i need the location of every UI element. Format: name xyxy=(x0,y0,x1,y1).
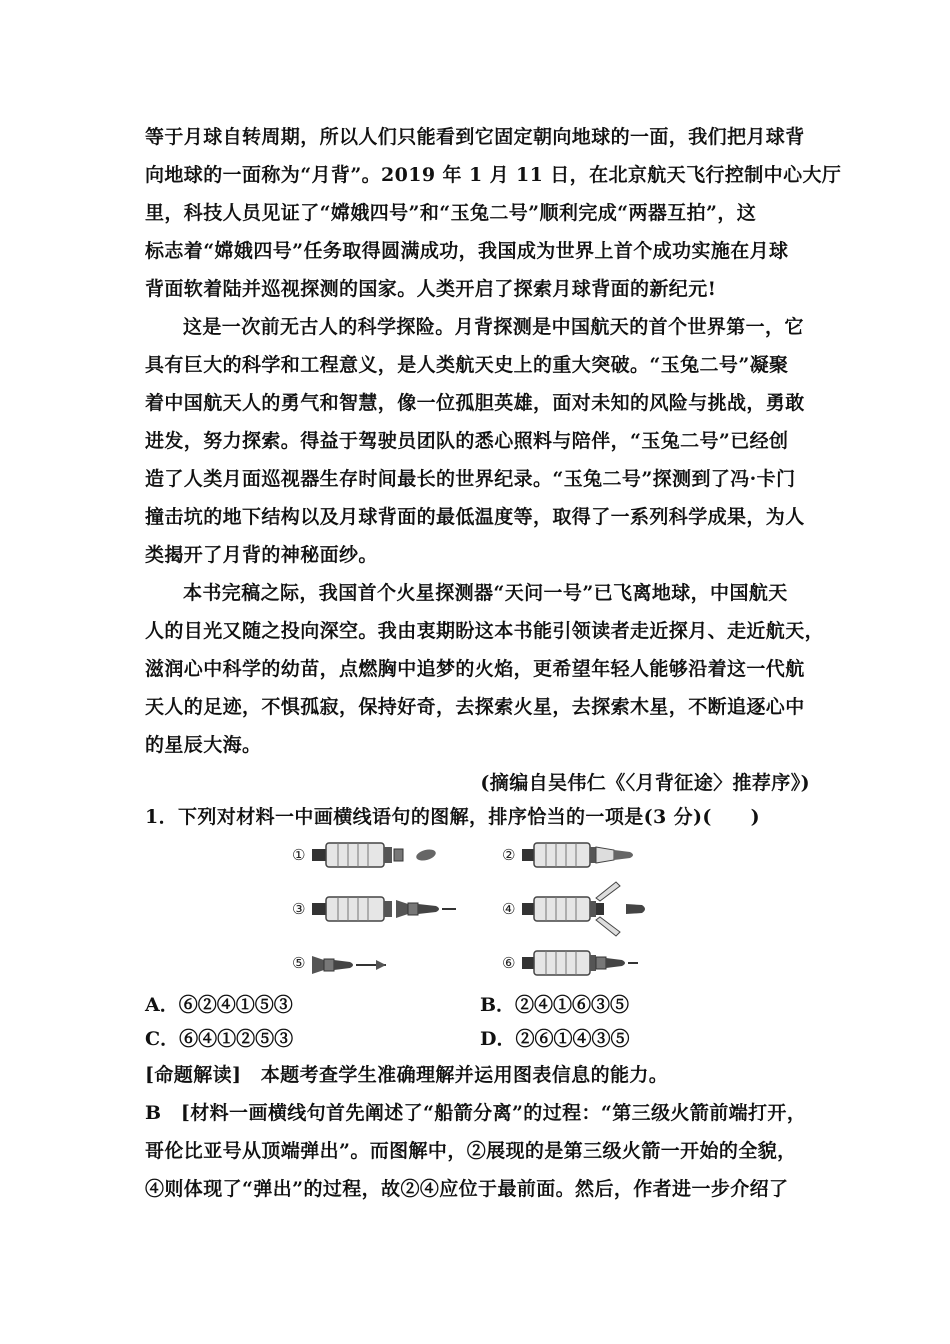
paragraph-1-line-5: 背面软着陆并巡视探测的国家。人类开启了探索月球背面的新纪元! xyxy=(145,278,717,300)
paragraph-1-line-4: 标志着“嫦娥四号”任务取得圆满成功，我国成为世界上首个成功实施在月球 xyxy=(145,240,789,262)
rocket-stage-4-figure xyxy=(522,882,645,936)
paragraph-2-line-2: 具有巨大的科学和工程意义，是人类航天史上的重大突破。“玉兔二号”凝聚 xyxy=(145,354,789,376)
option-b: B．②④①⑥③⑤ xyxy=(480,994,630,1016)
option-d: D．②⑥①④③⑤ xyxy=(480,1028,630,1050)
paragraph-3-line-5: 的星辰大海。 xyxy=(145,734,262,756)
figure-label-1: ① xyxy=(292,846,306,864)
paragraph-1-line-2: 向地球的一面称为“月背”。2019 年 1 月 11 日，在北京航天飞行控制中心大厅 xyxy=(145,164,842,186)
rocket-stage-3-figure xyxy=(312,897,456,921)
answer-line-1: B [材料一画横线句首先阐述了“船箭分离”的过程：“第三级火箭前端打开， xyxy=(145,1102,807,1124)
paragraph-3-line-2: 人的目光又随之投向深空。我由衷期盼这本书能引领读者走近探月、走近航天， xyxy=(145,620,825,642)
figure-label-6: ⑥ xyxy=(502,954,516,972)
answer-line-2: 哥伦比亚号从顶端弹出”。而图解中，②展现的是第三级火箭一开始的全貌， xyxy=(145,1140,797,1162)
paragraph-2-line-6: 撞击坑的地下结构以及月球背面的最低温度等，取得了一系列科学成果，为人 xyxy=(145,506,805,528)
option-a: A．⑥②④①⑤③ xyxy=(145,994,293,1016)
figure-label-5: ⑤ xyxy=(292,954,306,972)
analysis-heading: [命题解读] 本题考查学生准确理解并运用图表信息的能力。 xyxy=(145,1064,669,1086)
paragraph-1-line-3: 里，科技人员见证了“嫦娥四号”和“玉兔二号”顺利完成“两器互拍”，这 xyxy=(145,202,757,224)
paragraph-3-line-3: 滋润心中科学的幼苗，点燃胸中追梦的火焰，更希望年轻人能够沿着这一代航 xyxy=(145,658,805,680)
option-c: C．⑥④①②⑤③ xyxy=(145,1028,294,1050)
paragraph-3-line-1: 本书完稿之际，我国首个火星探测器“天问一号”已飞离地球，中国航天 xyxy=(183,582,788,604)
figure-label-2: ② xyxy=(502,846,516,864)
paragraph-1-line-1: 等于月球自转周期，所以人们只能看到它固定朝向地球的一面，我们把月球背 xyxy=(145,126,805,148)
paragraph-2-line-7: 类揭开了月背的神秘面纱。 xyxy=(145,544,378,566)
rocket-stage-6-figure xyxy=(522,951,638,975)
paragraph-2-line-3: 着中国航天人的勇气和智慧，像一位孤胆英雄，面对未知的风险与挑战，勇敢 xyxy=(145,392,805,414)
rocket-stage-2-figure xyxy=(522,843,633,867)
answer-line-3: ④则体现了“弹出”的过程，故②④应位于最前面。然后，作者进一步介绍了 xyxy=(145,1178,789,1200)
paragraph-2-line-4: 进发，努力探索。得益于驾驶员团队的悉心照料与陪伴，“玉兔二号”已经创 xyxy=(145,430,789,452)
rocket-separation-diagram xyxy=(290,838,660,978)
paragraph-3-line-4: 天人的足迹，不惧孤寂，保持好奇，去探索火星，去探索木星，不断追逐心中 xyxy=(145,696,805,718)
question-1-stem: 1．下列对材料一中画横线语句的图解，排序恰当的一项是(3 分)( ) xyxy=(145,806,761,828)
paragraph-2-line-5: 造了人类月面巡视器生存时间最长的世界纪录。“玉兔二号”探测到了冯·卡门 xyxy=(145,468,796,490)
source-citation: (摘编自吴伟仁《〈月背征途〉推荐序》) xyxy=(480,772,810,794)
paragraph-2-line-1: 这是一次前无古人的科学探险。月背探测是中国航天的首个世界第一，它 xyxy=(183,316,804,338)
figure-label-3: ③ xyxy=(292,900,306,918)
figure-label-4: ④ xyxy=(502,900,516,918)
rocket-stage-1-figure xyxy=(312,843,437,867)
rocket-stage-5-figure xyxy=(312,956,386,974)
